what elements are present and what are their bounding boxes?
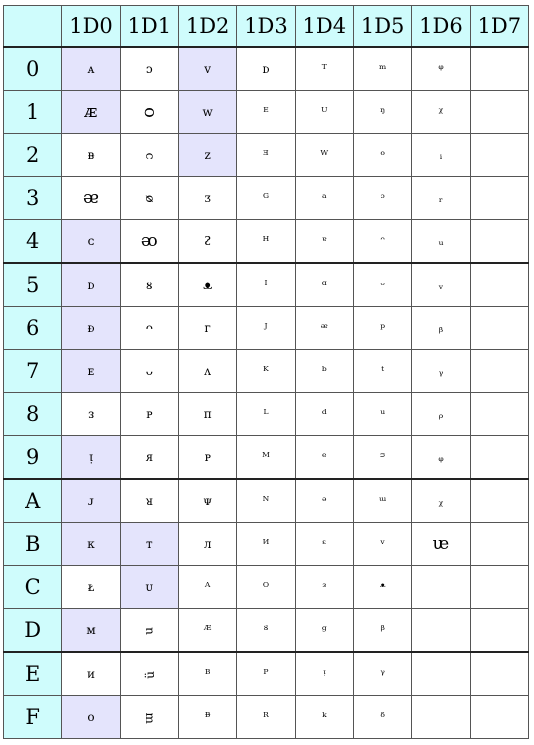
glyph-cell: ᵕ bbox=[353, 263, 411, 307]
glyph-cell: ᴑ bbox=[120, 91, 178, 134]
glyph-cell: ᵞ bbox=[353, 652, 411, 696]
glyph-cell: ᵧ bbox=[412, 350, 470, 393]
glyph-cell: ᴸ bbox=[237, 393, 295, 436]
glyph-cell: ᴋ bbox=[62, 523, 120, 566]
glyph-cell: ᴁ bbox=[62, 91, 120, 134]
glyph-cell: ᵄ bbox=[295, 220, 353, 264]
table-row bbox=[4, 350, 529, 393]
glyph-cell: ᴕ bbox=[120, 263, 178, 307]
table-row bbox=[4, 91, 529, 134]
glyph-cell: ᵟ bbox=[353, 696, 411, 739]
glyph-cell: ᴺ bbox=[237, 479, 295, 523]
glyph-cell bbox=[470, 696, 528, 739]
corner-cell bbox=[4, 6, 62, 48]
glyph-cell: ᵅ bbox=[295, 263, 353, 307]
glyph-cell: ᴚ bbox=[120, 479, 178, 523]
glyph-cell: ᵋ bbox=[295, 523, 353, 566]
glyph-cell: ᴱ bbox=[237, 91, 295, 134]
glyph-cell: ᴃ bbox=[62, 134, 120, 177]
glyph-cell: ᵨ bbox=[412, 393, 470, 436]
glyph-cell: ᴥ bbox=[178, 263, 236, 307]
table-row bbox=[4, 523, 529, 566]
glyph-cell bbox=[470, 134, 528, 177]
row-header: B bbox=[4, 523, 62, 566]
row-header: 4 bbox=[4, 220, 62, 264]
glyph-cell: ᴅ bbox=[237, 47, 295, 91]
table-row bbox=[4, 566, 529, 609]
row-header: E bbox=[4, 652, 62, 696]
glyph-cell: ᴜ bbox=[120, 566, 178, 609]
table-row bbox=[4, 177, 529, 220]
glyph-cell: ᵦ bbox=[412, 307, 470, 350]
glyph-cell: ᵘ bbox=[353, 393, 411, 436]
glyph-cell: ᵓ bbox=[353, 177, 411, 220]
row-header: 2 bbox=[4, 134, 62, 177]
glyph-cell: ᴣ bbox=[178, 177, 236, 220]
glyph-cell: ᵝ bbox=[353, 609, 411, 653]
glyph-cell: ᴉ bbox=[62, 436, 120, 480]
glyph-cell: ᴫ bbox=[178, 523, 236, 566]
glyph-cell bbox=[470, 350, 528, 393]
glyph-cell: ᵔ bbox=[353, 220, 411, 264]
glyph-cell: ᵐ bbox=[353, 47, 411, 91]
glyph-cell: ᴍ bbox=[62, 609, 120, 653]
glyph-cell: ᴐ bbox=[120, 47, 178, 91]
table-row bbox=[4, 609, 529, 653]
table-row bbox=[4, 307, 529, 350]
glyph-cell: ᵃ bbox=[295, 177, 353, 220]
glyph-cell: ᴇ bbox=[62, 350, 120, 393]
glyph-cell: ᵪ bbox=[412, 479, 470, 523]
glyph-cell: ᴄ bbox=[62, 220, 120, 264]
glyph-cell: ᴲ bbox=[237, 134, 295, 177]
glyph-cell: ᴴ bbox=[237, 220, 295, 264]
glyph-cell: ᵡ bbox=[412, 91, 470, 134]
col-header: 1D7 bbox=[470, 6, 528, 48]
glyph-cell bbox=[470, 177, 528, 220]
glyph-cell: ᵠ bbox=[412, 47, 470, 91]
glyph-cell: ᵂ bbox=[295, 134, 353, 177]
row-header: 1 bbox=[4, 91, 62, 134]
table-row bbox=[4, 134, 529, 177]
col-header: 1D4 bbox=[295, 6, 353, 48]
glyph-cell bbox=[470, 91, 528, 134]
glyph-cell: ᵣ bbox=[412, 177, 470, 220]
glyph-cell: ᴀ bbox=[62, 47, 120, 91]
glyph-cell: ᴊ bbox=[62, 479, 120, 523]
glyph-cell: ᵈ bbox=[295, 393, 353, 436]
glyph-cell: ᴅ bbox=[62, 263, 120, 307]
glyph-cell: ᴌ bbox=[62, 566, 120, 609]
glyph-cell: ᴓ bbox=[120, 177, 178, 220]
glyph-cell bbox=[470, 220, 528, 264]
glyph-cell bbox=[470, 609, 528, 653]
glyph-cell: ᴔ bbox=[120, 220, 178, 264]
table-row bbox=[4, 436, 529, 480]
glyph-cell: ᴯ bbox=[178, 696, 236, 739]
glyph-cell: ᴛ bbox=[120, 523, 178, 566]
glyph-cell bbox=[412, 566, 470, 609]
glyph-cell bbox=[470, 479, 528, 523]
table-row bbox=[4, 652, 529, 696]
glyph-cell: ᴷ bbox=[237, 350, 295, 393]
glyph-cell: ᴞ bbox=[120, 652, 178, 696]
table-row bbox=[4, 696, 529, 739]
glyph-cell: ᴆ bbox=[62, 307, 120, 350]
glyph-cell bbox=[412, 609, 470, 653]
glyph-cell: ᴒ bbox=[120, 134, 178, 177]
col-header: 1D6 bbox=[412, 6, 470, 48]
glyph-cell bbox=[412, 652, 470, 696]
glyph-cell bbox=[470, 307, 528, 350]
glyph-cell: ᵥ bbox=[412, 263, 470, 307]
table-row bbox=[4, 47, 529, 91]
glyph-cell: ᴎ bbox=[62, 652, 120, 696]
glyph-cell: ᵊ bbox=[295, 479, 353, 523]
glyph-cell: ᵤ bbox=[412, 220, 470, 264]
glyph-cell: ᴨ bbox=[178, 393, 236, 436]
table-row bbox=[4, 220, 529, 264]
glyph-cell bbox=[470, 436, 528, 480]
glyph-cell: ᴳ bbox=[237, 177, 295, 220]
row-header: D bbox=[4, 609, 62, 653]
glyph-cell: ᴟ bbox=[120, 696, 178, 739]
glyph-cell bbox=[470, 652, 528, 696]
row-header: F bbox=[4, 696, 62, 739]
glyph-cell: ᴤ bbox=[178, 220, 236, 264]
glyph-cell bbox=[470, 566, 528, 609]
glyph-cell: ᴿ bbox=[237, 696, 295, 739]
table-row bbox=[4, 263, 529, 307]
glyph-cell: ᵚ bbox=[353, 479, 411, 523]
glyph-cell: ᴙ bbox=[120, 436, 178, 480]
glyph-cell: ᴗ bbox=[120, 350, 178, 393]
glyph-cell: ᴠ bbox=[178, 47, 236, 91]
glyph-cell bbox=[470, 263, 528, 307]
glyph-cell: ᴏ bbox=[62, 696, 120, 739]
glyph-cell: ᵇ bbox=[295, 350, 353, 393]
glyph-cell: ᴦ bbox=[178, 307, 236, 350]
row-header: C bbox=[4, 566, 62, 609]
col-header: 1D2 bbox=[178, 6, 236, 48]
row-header: A bbox=[4, 479, 62, 523]
glyph-cell: ᴝ bbox=[120, 609, 178, 653]
row-header: 8 bbox=[4, 393, 62, 436]
glyph-cell: ᴽ bbox=[237, 609, 295, 653]
glyph-cell: ᴪ bbox=[178, 479, 236, 523]
glyph-cell: ᵫ bbox=[412, 523, 470, 566]
unicode-phonetic-extensions-table bbox=[3, 5, 529, 739]
glyph-cell: ᴧ bbox=[178, 350, 236, 393]
glyph-cell: ᴻ bbox=[237, 523, 295, 566]
table-row bbox=[4, 393, 529, 436]
glyph-cell bbox=[470, 47, 528, 91]
glyph-cell: ᴶ bbox=[237, 307, 295, 350]
glyph-cell: ᵩ bbox=[412, 436, 470, 480]
row-header: 3 bbox=[4, 177, 62, 220]
glyph-cell: ᵢ bbox=[412, 134, 470, 177]
row-header: 9 bbox=[4, 436, 62, 480]
table-body bbox=[4, 47, 529, 739]
glyph-cell: ᴮ bbox=[178, 652, 236, 696]
glyph-cell: ᵒ bbox=[353, 134, 411, 177]
glyph-cell: ᴹ bbox=[237, 436, 295, 480]
glyph-cell: ᵜ bbox=[353, 566, 411, 609]
col-header: 1D0 bbox=[62, 6, 120, 48]
row-header: 5 bbox=[4, 263, 62, 307]
glyph-cell: ᴾ bbox=[237, 652, 295, 696]
glyph-cell: ᴘ bbox=[120, 393, 178, 436]
glyph-cell: ᴵ bbox=[237, 263, 295, 307]
glyph-cell: ᴖ bbox=[120, 307, 178, 350]
row-header: 7 bbox=[4, 350, 62, 393]
glyph-cell: ᴡ bbox=[178, 91, 236, 134]
glyph-cell: ᵏ bbox=[295, 696, 353, 739]
row-header: 6 bbox=[4, 307, 62, 350]
glyph-cell: ᵌ bbox=[295, 566, 353, 609]
glyph-cell: ᴢ bbox=[178, 134, 236, 177]
row-header: 0 bbox=[4, 47, 62, 91]
glyph-cell: ᵗ bbox=[353, 350, 411, 393]
col-header: 1D3 bbox=[237, 6, 295, 48]
glyph-cell: ᴩ bbox=[178, 436, 236, 480]
col-header: 1D5 bbox=[353, 6, 411, 48]
col-header: 1D1 bbox=[120, 6, 178, 48]
glyph-cell bbox=[412, 696, 470, 739]
glyph-cell: ᵎ bbox=[295, 652, 353, 696]
glyph-cell: ᵑ bbox=[353, 91, 411, 134]
glyph-cell: ᵀ bbox=[295, 47, 353, 91]
table-row bbox=[4, 479, 529, 523]
glyph-cell: ᵙ bbox=[353, 436, 411, 480]
glyph-cell: ᵍ bbox=[295, 609, 353, 653]
glyph-cell: ᴼ bbox=[237, 566, 295, 609]
glyph-cell: ᵁ bbox=[295, 91, 353, 134]
glyph-cell: ᵛ bbox=[353, 523, 411, 566]
glyph-cell: ᵖ bbox=[353, 307, 411, 350]
header-row bbox=[4, 6, 529, 48]
glyph-cell: ᵉ bbox=[295, 436, 353, 480]
glyph-cell: ᴬ bbox=[178, 566, 236, 609]
glyph-cell: ᴂ bbox=[62, 177, 120, 220]
glyph-cell bbox=[470, 393, 528, 436]
glyph-cell bbox=[470, 523, 528, 566]
glyph-cell: ᵆ bbox=[295, 307, 353, 350]
glyph-cell: ᴈ bbox=[62, 393, 120, 436]
glyph-cell: ᴭ bbox=[178, 609, 236, 653]
